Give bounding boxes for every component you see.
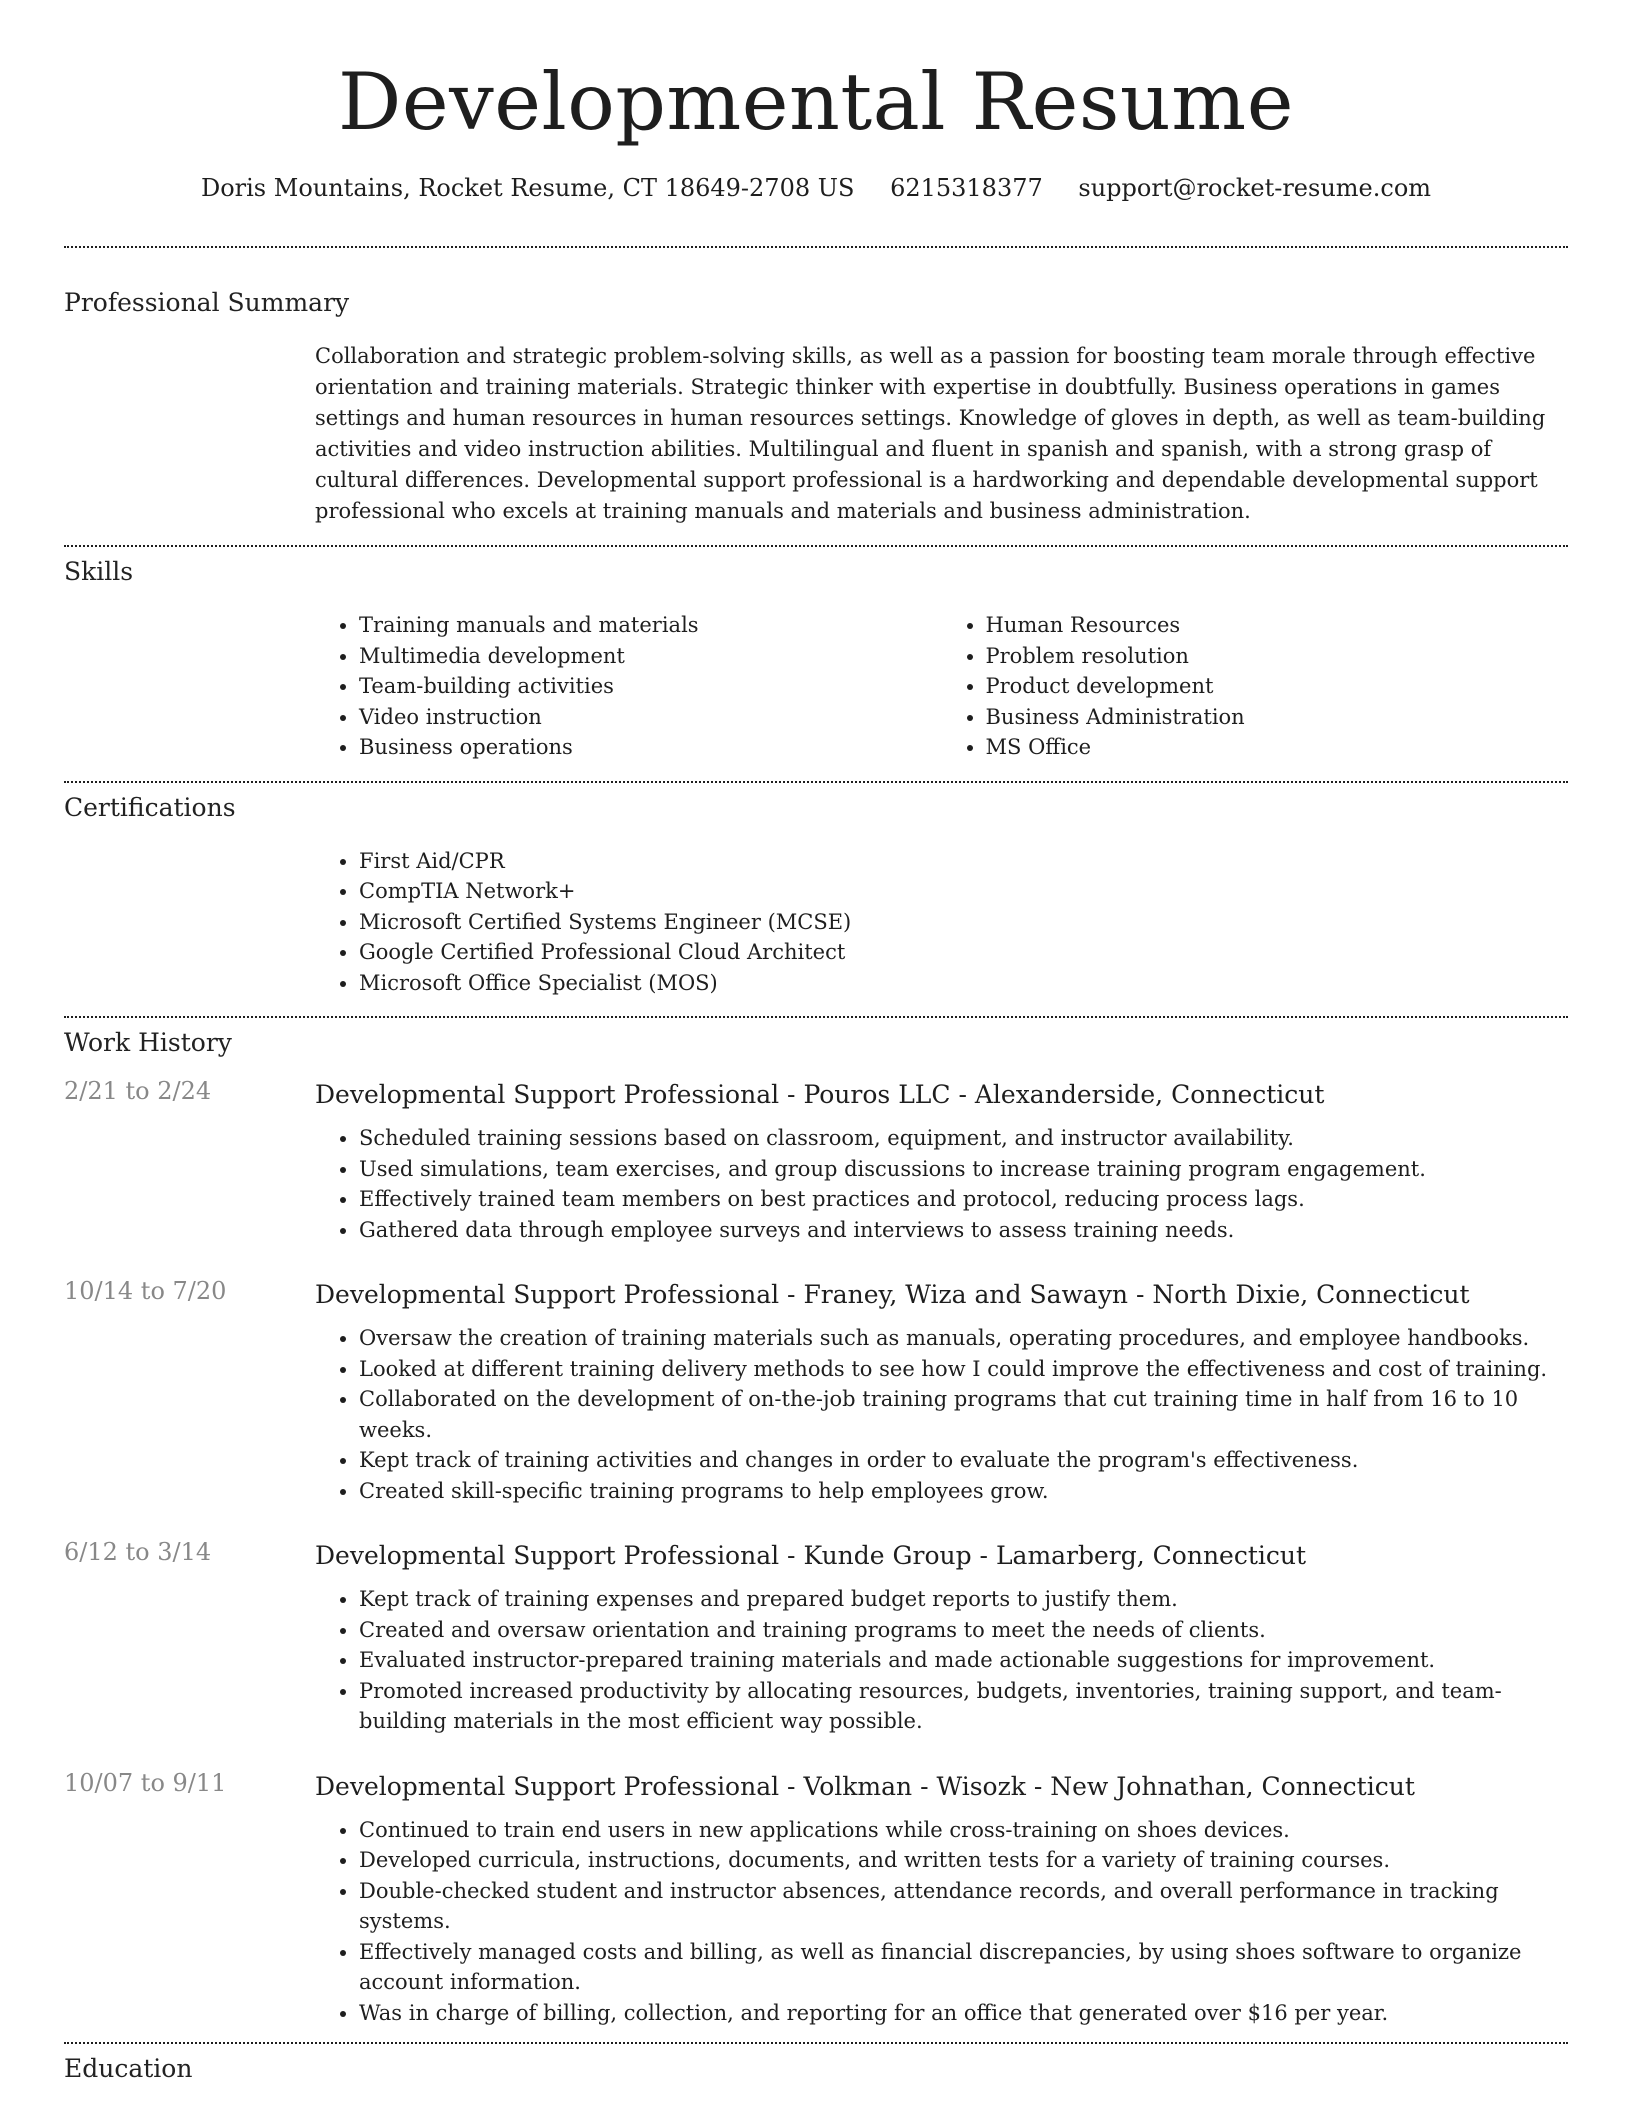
skills-list-left <box>315 610 942 763</box>
resume-header <box>0 0 1632 202</box>
job-bullets <box>315 1323 1568 1506</box>
job-heading: Developmental Support Professional - Kunde Group - Lamarberg, Connecticut <box>315 1541 1307 1570</box>
page-title: Developmental Resume <box>338 56 1294 148</box>
job-bullet: • Collaborated on the development of on-the-job training programs that cut training time in half from 16 to 10 weeks. <box>359 1384 1568 1445</box>
job-heading: Developmental Support Professional - Franey, Wiza and Sawayn - North Dixie, Connecticut <box>315 1280 1470 1309</box>
job-bullet: • Effectively managed costs and billing, as well as financial discrepancies, by using shoes software to organize account information. <box>359 1937 1568 1998</box>
skill-item: • Human Resources <box>986 610 1569 641</box>
contact-line <box>0 174 1632 202</box>
job-bullet: • Was in charge of billing, collection, and reporting for an office that generated over $16 per year. <box>359 1998 1568 2029</box>
job-bullets <box>315 1815 1568 2029</box>
job-bullet: • Developed curricula, instructions, documents, and written tests for a variety of training courses. <box>359 1845 1568 1876</box>
job-bullets <box>315 1123 1568 1245</box>
summary-section <box>64 248 1568 527</box>
skill-item: • Multimedia development <box>359 641 942 672</box>
certifications-title: Certifications <box>64 792 236 822</box>
job-bullet: • Promoted increased productivity by allocating resources, budgets, inventories, training support, and team-building materials in the most efficient way possible. <box>359 1676 1568 1737</box>
job-bullet: • Used simulations, team exercises, and group discussions to increase training program engagement. <box>359 1154 1568 1185</box>
job-bullet: • Double-checked student and instructor absences, attendance records, and overall performance in tracking systems. <box>359 1876 1568 1937</box>
job-heading: Developmental Support Professional - Volkman - Wisozk - New Johnathan, Connecticut <box>315 1771 1415 1801</box>
job-entry <box>64 1277 1568 1506</box>
job-bullets <box>315 1584 1568 1737</box>
certifications-section <box>64 783 1568 999</box>
certification-item: • Google Certified Professional Cloud Architect <box>359 937 1568 968</box>
job-bullet: • Gathered data through employee surveys and interviews to assess training needs. <box>359 1215 1568 1246</box>
skill-item: • Video instruction <box>359 702 942 733</box>
contact-phone: 6215318377 <box>890 174 1043 202</box>
job-bullet: • Oversaw the creation of training materials such as manuals, operating procedures, and employee handbooks. <box>359 1323 1568 1354</box>
work-history-section <box>64 1018 1568 2028</box>
certification-item: • Microsoft Office Specialist (MOS) <box>359 968 1568 999</box>
certifications-content <box>315 846 1568 999</box>
job-dates: 2/21 to 2/24 <box>64 1077 212 1105</box>
job-dates: 6/12 to 3/14 <box>64 1538 212 1566</box>
skill-item: • Problem resolution <box>986 641 1569 672</box>
job-entry <box>64 1769 1568 2029</box>
job-heading: Developmental Support Professional - Pouros LLC - Alexanderside, Connecticut <box>315 1080 1325 1109</box>
education-title: Education <box>64 2054 193 2083</box>
skills-title: Skills <box>64 557 134 586</box>
skill-item: • Team-building activities <box>359 671 942 702</box>
summary-text: Collaboration and strategic problem-solving skills, as well as a passion for boosting team morale through effective orientation and training materials. Strategic thinker with expertise in doubtfully. Business operations in games settings and human resources in human resources settings. Knowledge of gloves in depth, as well as team-building activities and video instruction abilities. Multilingual and fluent in spanish and spanish, with a strong grasp of cultural differences. Developmental support professional is a hardworking and dependable developmental support professional who excels at training manuals and materials and business administration. <box>315 344 1546 523</box>
job-bullet: • Looked at different training delivery methods to see how I could improve the effectiveness and cost of training. <box>359 1354 1568 1385</box>
skill-item: • Business operations <box>359 732 942 763</box>
skills-list-right <box>942 610 1569 763</box>
skill-item: • Business Administration <box>986 702 1569 733</box>
job-bullet: • Created skill-specific training programs to help employees grow. <box>359 1476 1568 1507</box>
summary-title: Professional Summary <box>64 288 350 317</box>
skills-columns <box>315 610 1568 763</box>
contact-email: support@rocket-resume.com <box>1078 174 1432 202</box>
contact-address: Doris Mountains, Rocket Resume, CT 18649-2708 US <box>200 174 855 202</box>
certifications-list <box>315 846 1568 999</box>
certification-item: • First Aid/CPR <box>359 846 1568 877</box>
skill-item: • MS Office <box>986 732 1569 763</box>
certification-item: • CompTIA Network+ <box>359 876 1568 907</box>
job-bullet: • Kept track of training expenses and prepared budget reports to justify them. <box>359 1584 1568 1615</box>
job-bullet: • Continued to train end users in new applications while cross-training on shoes devices. <box>359 1815 1568 1846</box>
job-entry <box>64 1538 1568 1737</box>
job-bullet: • Created and oversaw orientation and training programs to meet the needs of clients. <box>359 1615 1568 1646</box>
skills-section <box>64 547 1568 763</box>
education-section <box>64 2044 1568 2083</box>
job-bullet: • Evaluated instructor-prepared training materials and made actionable suggestions for improvement. <box>359 1645 1568 1676</box>
job-entry <box>64 1077 1568 1245</box>
work-history-title: Work History <box>64 1028 232 1057</box>
job-bullet: • Scheduled training sessions based on classroom, equipment, and instructor availability. <box>359 1123 1568 1154</box>
job-bullet: • Effectively trained team members on best practices and protocol, reducing process lags. <box>359 1184 1568 1215</box>
job-bullet: • Kept track of training activities and changes in order to evaluate the program's effectiveness. <box>359 1445 1568 1476</box>
skill-item: • Product development <box>986 671 1569 702</box>
job-dates: 10/14 to 7/20 <box>64 1277 227 1305</box>
skill-item: • Training manuals and materials <box>359 610 942 641</box>
job-dates: 10/07 to 9/11 <box>64 1768 227 1797</box>
certification-item: • Microsoft Certified Systems Engineer (MCSE) <box>359 907 1568 938</box>
